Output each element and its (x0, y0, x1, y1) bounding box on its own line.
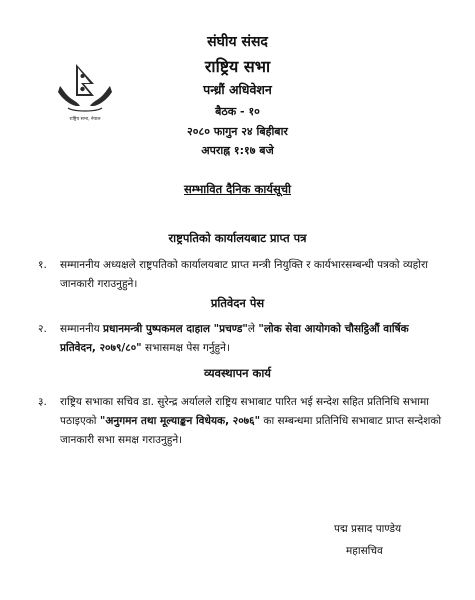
text-run: ले (247, 323, 259, 335)
meeting-number: बैठक - १० (215, 105, 260, 118)
item-number: २. (38, 323, 47, 335)
signatory-name: पद्म प्रसाद पाण्डेय (334, 523, 402, 535)
item-text (60, 256, 446, 294)
text-run: सम्माननीय (60, 323, 104, 335)
bold-text-run: "लोक सेवा आयोगको चौसट्ठिऔं वार्षिक प्रतिवेदन, २०७९/८०" (60, 323, 409, 354)
meeting-date: २०८० फागुन २४ बिहीबार (187, 125, 288, 138)
bold-text-run: प्रधानमन्त्री पुष्पकमल दाहाल "प्रचण्ड" (103, 323, 248, 335)
item-number: १. (38, 259, 47, 271)
item-number: ३. (38, 396, 47, 408)
bold-text-run: "अनुगमन तथा मूल्याङ्कन विधेयक, २०७६" (99, 415, 261, 427)
agenda-item-3 (38, 393, 448, 453)
text-run: राष्ट्रिय सभाका सचिव डा. सुरेन्द्र अर्यालले राष्ट्रिय सभाबाट पारित भई सन्देश सहित प्रतिनिधि सभामा पठाइएको (60, 396, 430, 427)
svg-text:राष्ट्रिय सभा, नेपाल: राष्ट्रिय सभा, नेपाल (69, 117, 101, 122)
session-name: पन्ध्रौं अधिवेशन (203, 82, 272, 97)
section-heading-report-submission: प्रतिवेदन पेस (210, 296, 265, 310)
section-heading-president-letter: राष्ट्रपतिको कार्यालयबाट प्राप्त पत्र (168, 231, 307, 245)
item-text (60, 393, 446, 450)
item-text (60, 320, 446, 358)
parliament-name: संघीय संसद (207, 34, 268, 50)
section-heading-legislative-business: व्यवस्थापन कार्य (204, 366, 271, 380)
text-run: सभासमक्ष पेस गर्नुहुने। (141, 342, 230, 354)
house-name: राष्ट्रिय सभा (204, 57, 271, 76)
text-run: का सम्बन्धमा प्रतिनिधि सभाबाट प्राप्त सन्देशको जानकारी सभा समक्ष गराउनुहुने। (60, 415, 442, 446)
agenda-item-1 (38, 256, 448, 296)
agenda-item-2 (38, 320, 448, 360)
text-run: सम्माननीय अध्यक्षले राष्ट्रपतिको कार्यालयबाट प्राप्त मन्त्री नियुक्ति र कार्यभारसम्बन्धी पत्रको व्यहोरा जानकारी गराउनुहुने। (60, 259, 428, 290)
agenda-title: सम्भावित दैनिक कार्यसूची (183, 182, 292, 196)
meeting-time: अपराह्न १:१७ बजे (201, 144, 274, 157)
signatory-title: महासचिव (346, 545, 383, 557)
